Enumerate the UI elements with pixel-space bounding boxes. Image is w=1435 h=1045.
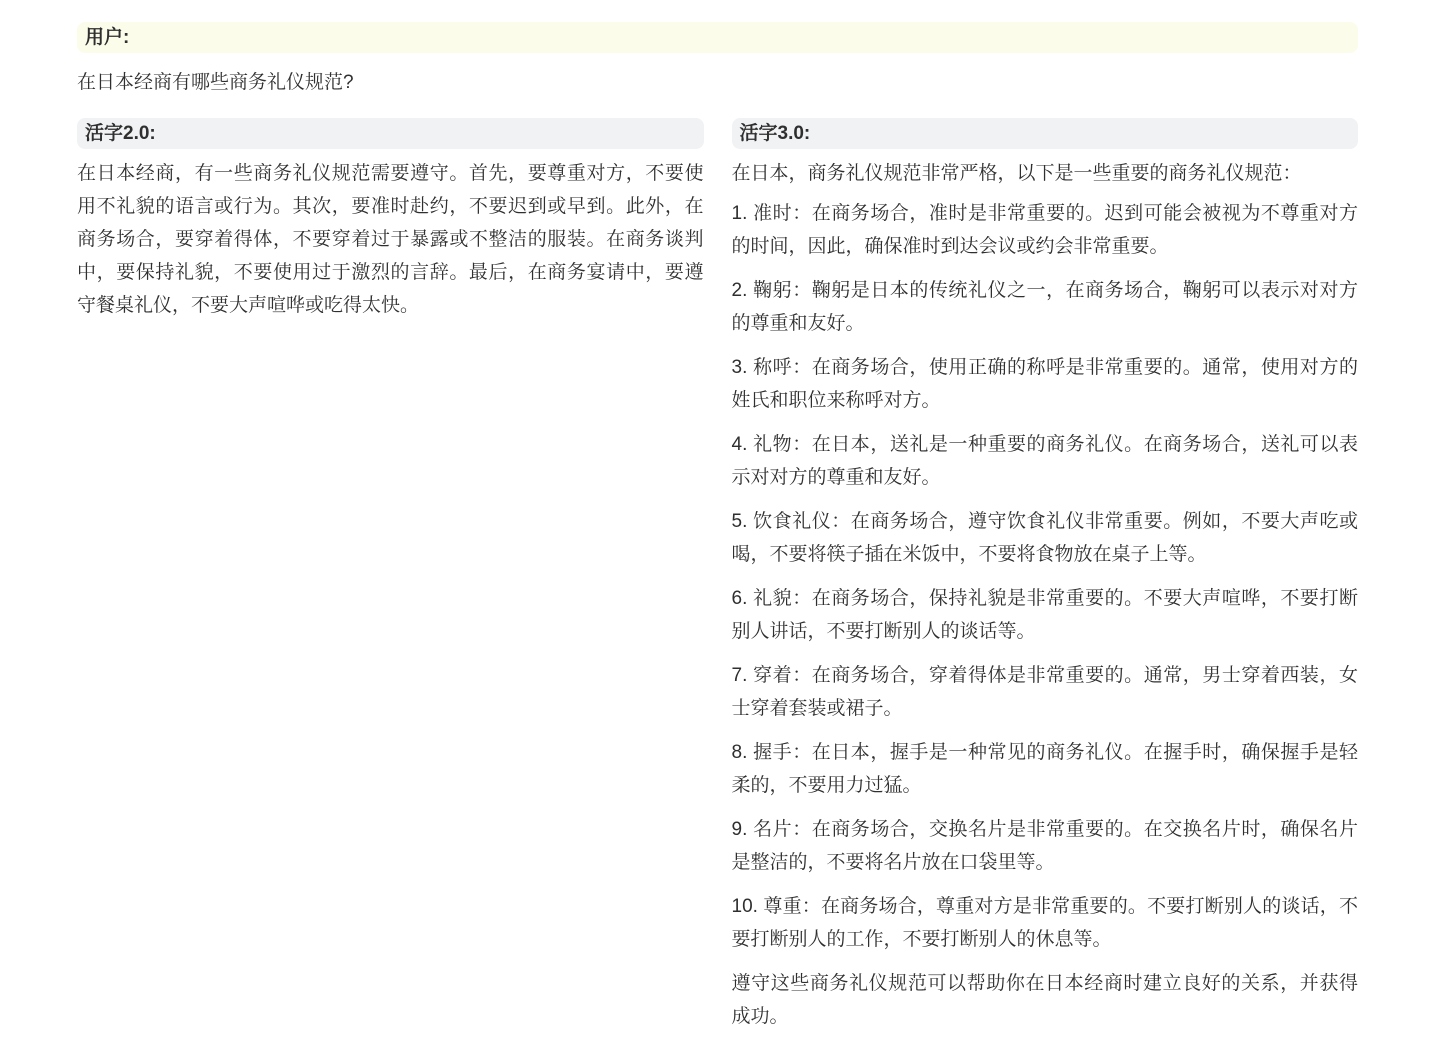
right-response-intro: 在日本，商务礼仪规范非常严格，以下是一些重要的商务礼仪规范： bbox=[731, 163, 1302, 184]
etiquette-item-3: 3. 称呼：在商务场合，使用正确的称呼是非常重要的。通常，使用对方的姓氏和职位来称呼对方。 bbox=[731, 357, 1358, 411]
left-model-name: 活字2.0: bbox=[85, 123, 156, 144]
etiquette-item-10: 10. 尊重：在商务场合，尊重对方是非常重要的。不要打断别人的谈话，不要打断别人的工作，不要打断别人的休息等。 bbox=[731, 896, 1358, 950]
user-question: 在日本经商有哪些商务礼仪规范? bbox=[77, 72, 354, 93]
etiquette-item-6: 6. 礼貌：在商务场合，保持礼貌是非常重要的。不要大声喧哗，不要打断别人讲话，不要打断别人的谈话等。 bbox=[731, 588, 1358, 642]
right-response-column bbox=[732, 118, 1359, 1044]
left-model-header-bar bbox=[77, 118, 704, 149]
etiquette-item-4: 4. 礼物：在日本，送礼是一种重要的商务礼仪。在商务场合，送礼可以表示对对方的尊重和友好。 bbox=[731, 434, 1358, 488]
etiquette-item-2: 2. 鞠躬：鞠躬是日本的传统礼仪之一，在商务场合，鞠躬可以表示对对方的尊重和友好。 bbox=[731, 280, 1358, 334]
responses-row bbox=[77, 118, 1358, 1044]
right-response-body bbox=[732, 157, 1359, 1033]
right-response-closing: 遵守这些商务礼仪规范可以帮助你在日本经商时建立良好的关系，并获得成功。 bbox=[731, 973, 1358, 1027]
right-model-header-bar bbox=[732, 118, 1359, 149]
user-label-bar bbox=[77, 22, 1358, 53]
left-response-body bbox=[77, 157, 704, 322]
left-response-paragraph: 在日本经商，有一些商务礼仪规范需要遵守。首先，要尊重对方，不要使用不礼貌的语言或行为。其次，要准时赴约，不要迟到或早到。此外，在商务场合，要穿着得体，不要穿着过于暴露或不整洁的服装。在商务谈判中，要保持礼貌，不要使用过于激烈的言辞。最后，在商务宴请中，要遵守餐桌礼仪，不要大声喧哗或吃得太快。 bbox=[77, 163, 704, 316]
etiquette-item-9: 9. 名片：在商务场合，交换名片是非常重要的。在交换名片时，确保名片是整洁的，不要将名片放在口袋里等。 bbox=[731, 819, 1358, 873]
left-response-column bbox=[77, 118, 704, 333]
etiquette-item-1: 1. 准时：在商务场合，准时是非常重要的。迟到可能会被视为不尊重对方的时间，因此，确保准时到达会议或约会非常重要。 bbox=[731, 203, 1358, 257]
right-model-name: 活字3.0: bbox=[739, 123, 811, 144]
etiquette-item-5: 5. 饮食礼仪：在商务场合，遵守饮食礼仪非常重要。例如，不要大声吃或喝，不要将筷子插在米饭中，不要将食物放在桌子上等。 bbox=[731, 511, 1358, 565]
etiquette-item-8: 8. 握手：在日本，握手是一种常见的商务礼仪。在握手时，确保握手是轻柔的，不要用力过猛。 bbox=[731, 742, 1358, 796]
model-comparison-page bbox=[77, 22, 1358, 1044]
etiquette-item-7: 7. 穿着：在商务场合，穿着得体是非常重要的。通常，男士穿着西装，女士穿着套装或裙子。 bbox=[731, 665, 1358, 719]
user-label: 用户: bbox=[85, 27, 130, 48]
